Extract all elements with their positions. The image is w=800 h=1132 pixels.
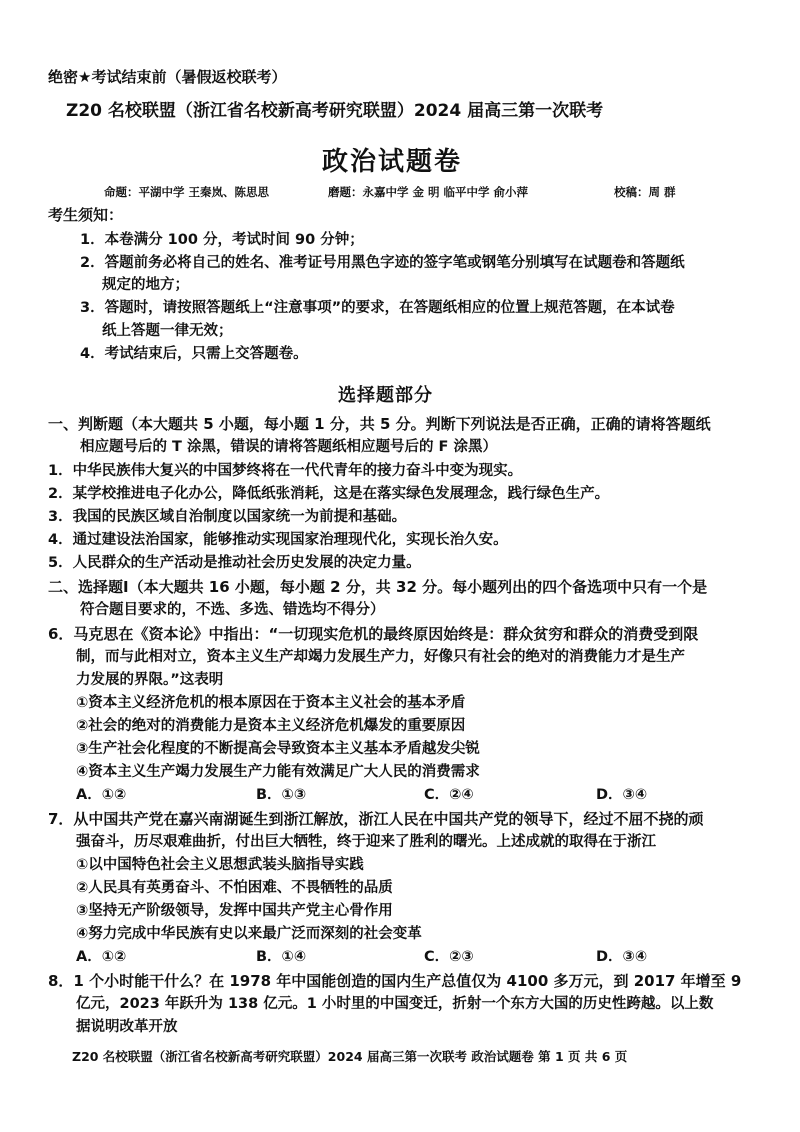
q6-option-d[interactable]: D．③④ [596, 787, 648, 803]
part2-heading-cont: 符合题目要求的，不选、多选、错选均不得分） [80, 602, 385, 618]
q7-option-a[interactable]: A．①② [76, 949, 127, 965]
q7-statement: ②人民具有英勇奋斗、不怕困难、不畏牺牲的品质 [76, 880, 393, 896]
judge-item: 2．某学校推进电子化办公，降低纸张消耗，这是在落实绿色发展理念，践行绿色生产。 [48, 486, 610, 502]
notice-item: 1．本卷满分 100 分，考试时间 90 分钟； [80, 232, 364, 248]
notice-item: 4．考试结束后，只需上交答题卷。 [80, 346, 308, 362]
part1-heading-cont: 相应题号后的 T 涂黑，错误的请将答题纸相应题号后的 F 涂黑） [80, 439, 497, 455]
section-title: 选择题部分 [338, 385, 433, 406]
q7-statement: ④努力完成中华民族有史以来最广泛而深刻的社会变革 [76, 926, 422, 942]
q6-statement: ④资本主义生产竭力发展生产力能有效满足广大人民的消费需求 [76, 764, 480, 780]
q7-stem-cont: 强奋斗，历尽艰难曲折，付出巨大牺牲，终于迎来了胜利的曙光。上述成就的取得在于浙江 [76, 834, 656, 850]
notice-item: 3．答题时，请按照答题纸上“注意事项”的要求，在答题纸相应的位置上规范答题，在本试卷 [80, 300, 675, 316]
q7-option-c[interactable]: C．②③ [424, 949, 474, 965]
q6-option-a[interactable]: A．①② [76, 787, 127, 803]
q6-stem-cont: 力发展的界限。”这表明 [76, 672, 224, 688]
q6-option-c[interactable]: C．②④ [424, 787, 474, 803]
judge-item: 1．中华民族伟大复兴的中国梦终将在一代代青年的接力奋斗中变为现实。 [48, 463, 523, 479]
paper-title: 政治试题卷 [322, 147, 463, 177]
q6-option-b[interactable]: B．①③ [256, 787, 307, 803]
q8-stem: 8．1 个小时能干什么？在 1978 年中国能创造的国内生产总值仅为 4100 多万元，到 2017 年增至 9 [48, 972, 742, 990]
staff-reviewers: 磨题：永嘉中学 金 明 临平中学 俞小萍 [328, 185, 529, 199]
judge-item: 4．通过建设法治国家，能够推动实现国家治理现代化，实现长治久安。 [48, 532, 508, 548]
staff-proofreader: 校稿：周 群 [614, 185, 676, 199]
notice-heading: 考生须知： [48, 206, 124, 224]
q7-option-d[interactable]: D．③④ [596, 949, 648, 965]
q8-stem-cont: 据说明改革开放 [76, 1019, 178, 1035]
judge-item: 5．人民群众的生产活动是推动社会历史发展的决定力量。 [48, 555, 421, 571]
part1-heading: 一、判断题（本大题共 5 小题，每小题 1 分，共 5 分。判断下列说法是否正确，正确的请将答题纸 [48, 415, 711, 433]
q7-option-b[interactable]: B．①④ [256, 949, 307, 965]
q7-stem: 7．从中国共产党在嘉兴南湖诞生到浙江解放，浙江人民在中国共产党的领导下，经过不屈不挠的顽 [48, 810, 704, 828]
part2-heading: 二、选择题Ⅰ（本大题共 16 小题，每小题 2 分，共 32 分。每小题列出的四个备选项中只有一个是 [48, 578, 708, 596]
staff-setters: 命题：平湖中学 王秦岚、陈思思 [104, 185, 270, 199]
secret-notice: 绝密★考试结束前（暑假返校联考） [48, 68, 287, 86]
q6-statement: ①资本主义经济危机的根本原因在于资本主义社会的基本矛盾 [76, 695, 466, 711]
judge-item: 3．我国的民族区域自治制度以国家统一为前提和基础。 [48, 509, 407, 525]
q6-statement: ②社会的绝对的消费能力是资本主义经济危机爆发的重要原因 [76, 718, 466, 734]
q7-statement: ①以中国特色社会主义思想武装头脑指导实践 [76, 857, 364, 873]
page-footer: Z20 名校联盟（浙江省名校新高考研究联盟）2024 届高三第一次联考 政治试题卷 第 1 页 共 6 页 [72, 1049, 628, 1064]
q8-stem-cont: 亿元，2023 年跃升为 138 亿元。1 小时里的中国变迁，折射一个东方大国的历史性跨越。以上数 [76, 996, 714, 1012]
q6-stem-cont: 制，而与此相对立，资本主义生产却竭力发展生产力，好像只有社会的绝对的消费能力才是生产 [76, 649, 685, 665]
q6-stem: 6．马克思在《资本论》中指出：“一切现实危机的最终原因始终是：群众贫穷和群众的消费受到限 [48, 625, 699, 643]
union-title: Z20 名校联盟（浙江省名校新高考研究联盟）2024 届高三第一次联考 [66, 101, 604, 121]
q6-statement: ③生产社会化程度的不断提高会导致资本主义基本矛盾越发尖锐 [76, 741, 480, 757]
notice-item: 2．答题前务必将自己的姓名、准考证号用黑色字迹的签字笔或钢笔分别填写在试题卷和答题纸 [80, 255, 685, 271]
q7-statement: ③坚持无产阶级领导，发挥中国共产党主心骨作用 [76, 903, 393, 919]
notice-item-cont: 纸上答题一律无效； [102, 323, 233, 339]
notice-item-cont: 规定的地方； [102, 277, 189, 293]
